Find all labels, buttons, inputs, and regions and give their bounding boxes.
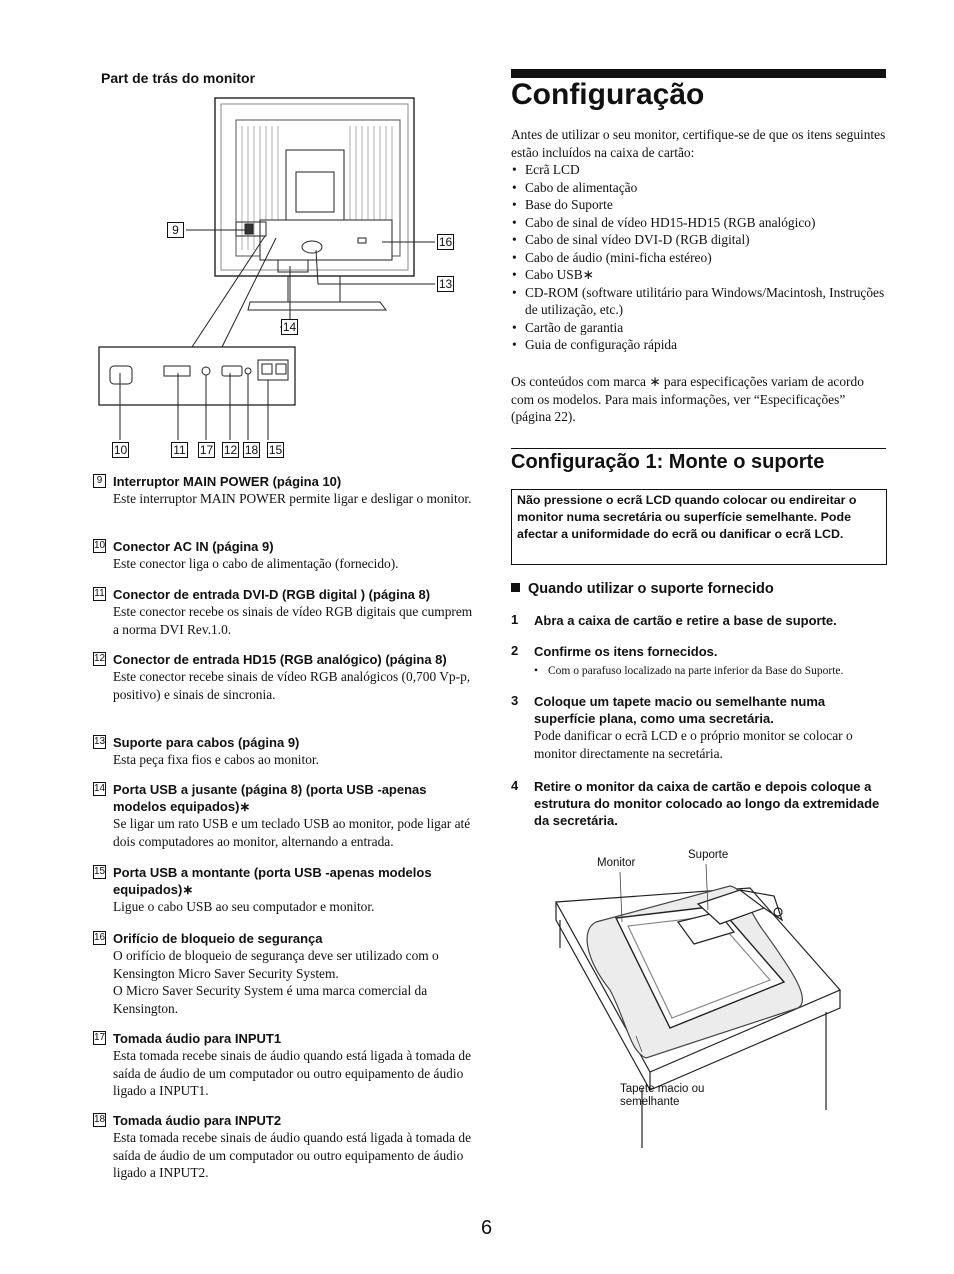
step-number: 4 bbox=[511, 778, 519, 793]
step-sub-bullet: • Com o parafuso localizado na parte inferior da Base do Suporte. bbox=[534, 663, 887, 679]
description-item bbox=[93, 473, 473, 508]
description-item bbox=[93, 586, 473, 638]
list-item: • CD-ROM (software utilitário para Windows/Macintosh, Instruções de utilização, etc.) bbox=[511, 284, 886, 319]
page-number: 6 bbox=[481, 1217, 493, 1239]
item-number: 14 bbox=[94, 783, 106, 794]
step-heading: Confirme os itens fornecidos. bbox=[534, 644, 718, 659]
item-title: Conector de entrada HD15 (RGB analógico) (página 8) bbox=[113, 652, 447, 667]
diagram-label: 14 bbox=[282, 320, 297, 334]
item-number: 11 bbox=[94, 588, 105, 599]
rear-monitor-diagram bbox=[90, 90, 490, 470]
step-heading: Retire o monitor da caixa de cartão e depois coloque a estrutura do monitor colocado ao longo da extremidade da secretária. bbox=[534, 779, 880, 828]
item-text: Este conector recebe os sinais de vídeo RGB digitais que cumprem a norma DVI Rev.1.0. bbox=[113, 604, 473, 637]
item-text: O orifício de bloqueio de segurança deve ser utilizado com o Kensington Micro Saver Security System. bbox=[113, 948, 439, 981]
rear-view-title: Part de trás do monitor bbox=[101, 70, 256, 86]
step-number: 2 bbox=[511, 643, 519, 658]
item-number: 12 bbox=[94, 653, 106, 664]
item-title: Interruptor MAIN POWER (página 10) bbox=[113, 474, 342, 489]
step-number: 3 bbox=[511, 693, 519, 708]
list-item: • Ecrã LCD bbox=[511, 161, 886, 179]
diagram-label: 16 bbox=[438, 235, 453, 249]
description-item bbox=[93, 538, 473, 573]
section-rule bbox=[511, 448, 886, 449]
list-item: • Cabo de alimentação bbox=[511, 179, 886, 197]
contents-list bbox=[511, 161, 886, 354]
step-heading: Abra a caixa de cartão e retire a base de suporte. bbox=[534, 613, 837, 628]
step-heading: Coloque um tapete macio ou semelhante numa superfície plana, como uma secretária. bbox=[534, 694, 826, 726]
diagram-label: 18 bbox=[244, 443, 259, 457]
subheading bbox=[511, 581, 774, 597]
item-title: Porta USB a jusante (página 8) (porta USB -apenas modelos equipados)∗ bbox=[113, 782, 427, 814]
diagram-label: 15 bbox=[268, 443, 283, 457]
subheading-text: Quando utilizar o suporte fornecido bbox=[528, 581, 774, 597]
stand-label: Suporte bbox=[688, 849, 729, 861]
item-number: 15 bbox=[94, 866, 106, 877]
description-item bbox=[93, 1030, 473, 1100]
page-title: Configuração bbox=[511, 78, 705, 111]
step-number: 1 bbox=[511, 612, 519, 627]
description-item bbox=[93, 651, 473, 703]
diagram-label: 12 bbox=[223, 443, 238, 457]
mat-label: Tapete macio ou semelhante bbox=[620, 1083, 705, 1108]
item-title: Orifício de bloqueio de segurança bbox=[113, 931, 323, 946]
item-text: Se ligar um rato USB e um teclado USB ao monitor, pode ligar até dois computadores ao monitor, alternando a entrada. bbox=[113, 816, 471, 849]
warning-box: Não pressione o ecrã LCD quando colocar ou endireitar o monitor numa secretária ou superfície semelhante. Pode afectar a uniformidade do ecrã ou danificar o ecrã LCD. bbox=[511, 489, 887, 565]
section-title: Configuração 1: Monte o suporte bbox=[511, 451, 825, 473]
item-title: Tomada áudio para INPUT1 bbox=[113, 1031, 282, 1046]
item-number: 9 bbox=[93, 474, 106, 488]
item-number: 16 bbox=[94, 932, 106, 943]
item-number: 10 bbox=[94, 540, 106, 551]
diagram-label: 11 bbox=[171, 442, 188, 458]
list-item: • Guia de configuração rápida bbox=[511, 336, 886, 354]
description-item bbox=[93, 864, 473, 916]
intro-text: Antes de utilizar o seu monitor, certifique-se de que os itens seguintes estão incluídos na caixa de cartão: bbox=[511, 127, 886, 160]
item-text: Esta tomada recebe sinais de áudio quando está ligada à tomada de saída de áudio de um computador ou outro equipamento de áudio ligado a INPUT2. bbox=[113, 1130, 472, 1180]
description-item bbox=[93, 930, 473, 1017]
item-title: Conector AC IN (página 9) bbox=[113, 539, 274, 554]
description-item bbox=[93, 1112, 473, 1182]
monitor-label: Monitor bbox=[597, 857, 636, 869]
diagram-label: 13 bbox=[438, 277, 453, 291]
item-title: Conector de entrada DVI-D (RGB digital ) (página 8) bbox=[113, 587, 431, 602]
diagram-label: 9 bbox=[167, 222, 184, 238]
list-item: • Cabo de sinal vídeo DVI-D (RGB digital) bbox=[511, 231, 886, 249]
step-item bbox=[511, 693, 887, 762]
list-item: • Cabo de sinal de vídeo HD15-HD15 (RGB analógico) bbox=[511, 214, 886, 232]
list-item: • Cabo USB∗ bbox=[511, 266, 886, 284]
item-text-2: O Micro Saver Security System é uma marca comercial da Kensington. bbox=[113, 983, 428, 1016]
item-number: 17 bbox=[94, 1032, 106, 1043]
note-text: Os conteúdos com marca ∗ para especificações variam de acordo com os modelos. Para mais informações, ver “Especificações” (página 22). bbox=[511, 374, 864, 424]
item-text: Esta tomada recebe sinais de áudio quando está ligada à tomada de saída de áudio de um computador ou outro equipamento de áudio ligado a INPUT1. bbox=[113, 1048, 472, 1098]
item-title: Tomada áudio para INPUT2 bbox=[113, 1113, 282, 1128]
title-rule bbox=[511, 69, 886, 78]
description-item bbox=[93, 734, 473, 769]
item-title: Suporte para cabos (página 9) bbox=[113, 735, 300, 750]
step-item bbox=[511, 778, 887, 829]
item-number: 13 bbox=[94, 736, 106, 747]
square-bullet-icon bbox=[511, 583, 520, 592]
list-item: • Cartão de garantia bbox=[511, 319, 886, 337]
step-item bbox=[511, 643, 887, 679]
item-text: Este conector recebe sinais de vídeo RGB analógicos (0,700 Vp-p, positivo) e sinais de sincronia. bbox=[113, 669, 471, 702]
diagram-label: 17 bbox=[199, 443, 214, 457]
item-text: Ligue o cabo USB ao seu computador e monitor. bbox=[113, 899, 375, 914]
item-text: Este interruptor MAIN POWER permite ligar e desligar o monitor. bbox=[113, 491, 472, 506]
item-text: Este conector liga o cabo de alimentação (fornecido). bbox=[113, 556, 399, 571]
step-text: Pode danificar o ecrã LCD e o próprio monitor se colocar o monitor directamente na secretária. bbox=[534, 728, 853, 761]
list-item: • Base do Suporte bbox=[511, 196, 886, 214]
item-title: Porta USB a montante (porta USB -apenas modelos equipados)∗ bbox=[113, 865, 432, 897]
diagram-label: 10 bbox=[113, 443, 128, 457]
item-text: Esta peça fixa fios e cabos ao monitor. bbox=[113, 752, 319, 767]
step-item bbox=[511, 612, 887, 629]
list-item: • Cabo de áudio (mini-ficha estéreo) bbox=[511, 249, 886, 267]
description-item bbox=[93, 781, 473, 850]
item-number: 18 bbox=[94, 1114, 106, 1125]
